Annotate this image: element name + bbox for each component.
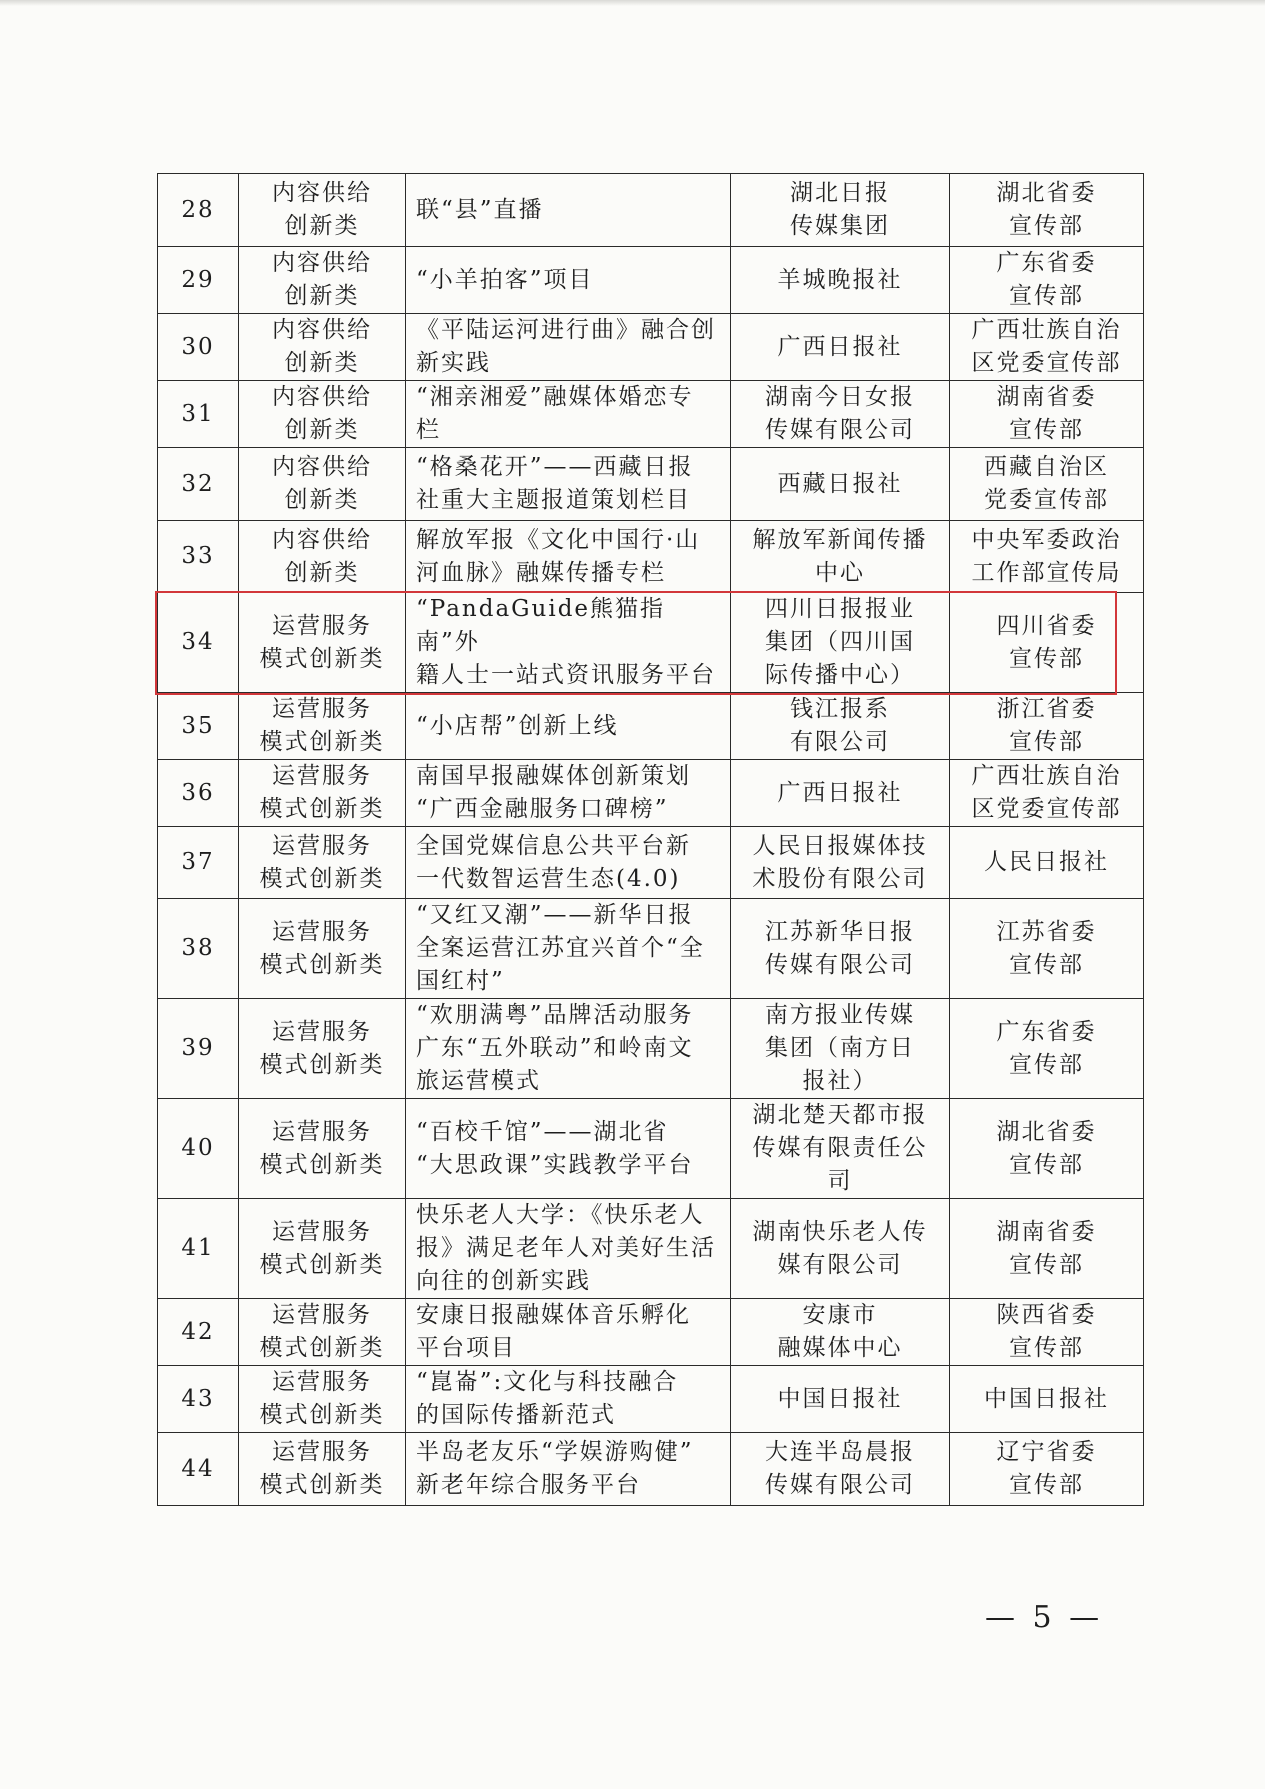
cell-category-text: 内容供给 创新类: [272, 384, 372, 443]
table-row: [158, 1366, 1144, 1433]
cell-unit: [731, 1433, 950, 1506]
cell-category-text: 内容供给 创新类: [272, 317, 372, 376]
cell-category-text: 内容供给 创新类: [272, 250, 372, 309]
cell-department-text: 江苏省委 宣传部: [996, 918, 1097, 978]
cell-number: [158, 760, 239, 827]
cell-project-name-text: 联“县”直播: [416, 196, 544, 223]
cell-category-text: 运营服务 模式创新类: [259, 1439, 385, 1498]
cell-department: [950, 247, 1144, 314]
cell-number: [158, 899, 239, 999]
cell-number: [158, 593, 239, 693]
cell-project-name: [406, 247, 731, 314]
cell-category: [239, 1433, 406, 1506]
cell-number-text: 29: [181, 266, 215, 293]
cell-number-text: 30: [181, 333, 215, 360]
cell-project-name-text: 快乐老人大学：《快乐老人 报》满足老年人对美好生活 向往的创新实践: [416, 1202, 716, 1294]
cell-unit: [731, 693, 950, 760]
cell-project-name: [406, 1199, 731, 1299]
cell-project-name: [406, 593, 731, 693]
table-row: [158, 1099, 1144, 1199]
cell-number-text: 37: [181, 849, 215, 875]
cell-category: [239, 1199, 406, 1299]
cell-department-text: 广西壮族自治 区党委宣传部: [971, 763, 1122, 822]
cell-department-text: 湖北省委 宣传部: [996, 1118, 1097, 1178]
cell-category-text: 运营服务 模式创新类: [259, 1118, 385, 1178]
cell-unit-text: 广西日报社: [777, 333, 903, 360]
cell-department-text: 陕西省委 宣传部: [996, 1302, 1097, 1361]
cell-unit-text: 湖北楚天都市报 传媒有限责任公 司: [752, 1102, 928, 1194]
cell-category: [239, 999, 406, 1099]
cell-number-text: 38: [181, 935, 215, 961]
cell-unit: [731, 381, 950, 448]
cell-project-name-text: “百校千馆”——湖北省 “大思政课”实践教学平台: [416, 1118, 694, 1178]
cell-category: [239, 1366, 406, 1433]
cell-department-text: 广东省委 宣传部: [996, 1018, 1097, 1078]
cell-department-text: 湖南省委 宣传部: [996, 1218, 1097, 1278]
cell-category: [239, 827, 406, 899]
cell-project-name-text: “小羊拍客”项目: [416, 266, 594, 293]
cell-number: [158, 247, 239, 314]
cell-category-text: 运营服务 模式创新类: [259, 832, 385, 892]
cell-unit-text: 江苏新华日报 传媒有限公司: [765, 918, 915, 978]
cell-unit-text: 人民日报媒体技 术股份有限公司: [752, 832, 928, 892]
cell-unit: [731, 827, 950, 899]
cell-number: [158, 521, 239, 593]
cell-unit: [731, 521, 950, 593]
cell-project-name: [406, 999, 731, 1099]
scan-edge: [0, 0, 1265, 6]
cell-project-name-text: “湘亲湘爱”融媒体婚恋专 栏: [416, 384, 694, 443]
cell-unit: [731, 999, 950, 1099]
cell-number-text: 34: [181, 629, 215, 655]
cell-department-text: 广东省委 宣传部: [996, 250, 1097, 309]
cell-unit: [731, 760, 950, 827]
cell-project-name: [406, 760, 731, 827]
cell-category-text: 内容供给 创新类: [272, 180, 372, 239]
cell-category: [239, 314, 406, 381]
cell-department: [950, 899, 1144, 999]
cell-unit-text: 湖南今日女报 传媒有限公司: [765, 384, 915, 443]
cell-number-text: 33: [181, 543, 215, 569]
table-row: [158, 899, 1144, 999]
cell-project-name: [406, 1299, 731, 1366]
cell-category-text: 内容供给 创新类: [272, 526, 372, 586]
cell-department: [950, 448, 1144, 521]
cell-number: [158, 448, 239, 521]
cell-department-text: 湖北省委 宣传部: [996, 180, 1097, 239]
cell-project-name: [406, 521, 731, 593]
cell-unit-text: 湖北日报 传媒集团: [790, 180, 890, 239]
cell-category-text: 运营服务 模式创新类: [259, 1018, 385, 1078]
cell-number-text: 41: [181, 1235, 215, 1261]
cell-unit: [731, 1199, 950, 1299]
cell-category: [239, 760, 406, 827]
cell-number-text: 31: [181, 400, 215, 427]
cell-project-name-text: 全国党媒信息公共平台新 一代数智运营生态(4.0): [416, 832, 691, 892]
table-row: [158, 760, 1144, 827]
cell-project-name: [406, 314, 731, 381]
cell-number: [158, 1099, 239, 1199]
cell-project-name: [406, 174, 731, 247]
cell-unit: [731, 448, 950, 521]
cell-project-name-text: “PandaGuide熊猫指南”外 籍人士一站式资讯服务平台: [416, 596, 716, 688]
table-row: [158, 693, 1144, 760]
cell-unit-text: 湖南快乐老人传 媒有限公司: [752, 1218, 928, 1278]
cell-unit-text: 安康市 融媒体中心: [777, 1302, 903, 1361]
cell-project-name: [406, 1433, 731, 1506]
cell-department: [950, 693, 1144, 760]
cell-category-text: 运营服务 模式创新类: [259, 1369, 385, 1428]
table-row: [158, 1199, 1144, 1299]
cell-unit: [731, 174, 950, 247]
cell-project-name-text: “格桑花开”——西藏日报 社重大主题报道策划栏目: [416, 454, 694, 513]
table-row: [158, 521, 1144, 593]
cell-department-text: 辽宁省委 宣传部: [996, 1439, 1097, 1498]
cell-category-text: 运营服务 模式创新类: [259, 1218, 385, 1278]
cell-category: [239, 247, 406, 314]
cell-category: [239, 593, 406, 693]
table-row: [158, 593, 1144, 693]
cell-unit-text: 四川日报报业 集团（四川国 际传播中心）: [765, 596, 915, 688]
cell-number: [158, 1366, 239, 1433]
cell-project-name-text: 《平陆运河进行曲》融合创 新实践: [416, 317, 716, 376]
cell-department-text: 西藏自治区 党委宣传部: [984, 454, 1109, 513]
cell-category: [239, 693, 406, 760]
cell-number: [158, 174, 239, 247]
cell-category-text: 运营服务 模式创新类: [259, 918, 385, 978]
cell-unit-text: 大连半岛晨报 传媒有限公司: [765, 1439, 915, 1498]
table-row: [158, 381, 1144, 448]
cell-unit-text: 南方报业传媒 集团（南方日 报社）: [765, 1002, 915, 1094]
cell-number: [158, 1199, 239, 1299]
cell-project-name: [406, 693, 731, 760]
table-row: [158, 827, 1144, 899]
page-number: — 5 —: [985, 1600, 1104, 1635]
cell-department-text: 四川省委 宣传部: [996, 612, 1097, 672]
cell-department-text: 广西壮族自治 区党委宣传部: [971, 317, 1122, 376]
cell-number-text: 40: [181, 1135, 215, 1161]
cell-project-name-text: 半岛老友乐“学娱游购健” 新老年综合服务平台: [416, 1439, 694, 1498]
cell-department: [950, 314, 1144, 381]
table-row: [158, 448, 1144, 521]
cell-number-text: 28: [181, 196, 215, 223]
cell-number-text: 42: [181, 1318, 215, 1345]
cell-department: [950, 174, 1144, 247]
cell-unit: [731, 1099, 950, 1199]
cell-unit: [731, 314, 950, 381]
table-row: [158, 174, 1144, 247]
cell-project-name-text: 解放军报《文化中国行·山 河血脉》融媒传播专栏: [416, 526, 701, 586]
cell-department-text: 中国日报社: [984, 1385, 1109, 1412]
cell-unit: [731, 247, 950, 314]
cell-unit-text: 中国日报社: [777, 1385, 903, 1412]
cell-department: [950, 381, 1144, 448]
cell-department: [950, 521, 1144, 593]
cell-project-name-text: “欢朋满粤”品牌活动服务 广东“五外联动”和岭南文 旅运营模式: [416, 1002, 694, 1094]
cell-project-name-text: 安康日报融媒体音乐孵化 平台项目: [416, 1302, 691, 1361]
award-list-table: [157, 173, 1144, 1506]
cell-project-name: [406, 1099, 731, 1199]
cell-category-text: 运营服务 模式创新类: [259, 612, 385, 672]
cell-category-text: 内容供给 创新类: [272, 454, 372, 513]
cell-unit: [731, 1299, 950, 1366]
cell-number: [158, 999, 239, 1099]
cell-project-name: [406, 899, 731, 999]
cell-department: [950, 593, 1144, 693]
cell-project-name-text: “又红又潮”——新华日报 全案运营江苏宜兴首个“全 国红村”: [416, 902, 705, 994]
cell-department: [950, 999, 1144, 1099]
cell-number-text: 44: [181, 1455, 215, 1482]
cell-number-text: 35: [181, 712, 215, 739]
cell-number-text: 39: [181, 1035, 215, 1061]
table-row: [158, 1433, 1144, 1506]
cell-unit-text: 羊城晚报社: [777, 266, 903, 293]
cell-project-name: [406, 448, 731, 521]
cell-project-name-text: “崑崙”:文化与科技融合 的国际传播新范式: [416, 1369, 679, 1428]
cell-department: [950, 1433, 1144, 1506]
cell-category: [239, 1299, 406, 1366]
cell-category: [239, 174, 406, 247]
table-row: [158, 999, 1144, 1099]
table-row: [158, 314, 1144, 381]
cell-department: [950, 1099, 1144, 1199]
cell-category: [239, 521, 406, 593]
cell-department-text: 湖南省委 宣传部: [996, 384, 1097, 443]
cell-department: [950, 1299, 1144, 1366]
cell-unit: [731, 593, 950, 693]
cell-number-text: 43: [181, 1385, 215, 1412]
cell-department: [950, 760, 1144, 827]
cell-unit-text: 西藏日报社: [777, 470, 903, 497]
table-row: [158, 247, 1144, 314]
cell-department: [950, 1366, 1144, 1433]
cell-project-name: [406, 827, 731, 899]
cell-project-name: [406, 1366, 731, 1433]
cell-department-text: 人民日报社: [984, 849, 1109, 875]
cell-unit: [731, 1366, 950, 1433]
cell-unit: [731, 899, 950, 999]
cell-category: [239, 899, 406, 999]
cell-project-name-text: 南国早报融媒体创新策划 “广西金融服务口碑榜”: [416, 763, 691, 822]
cell-category-text: 运营服务 模式创新类: [259, 1302, 385, 1361]
cell-project-name: [406, 381, 731, 448]
cell-number: [158, 1299, 239, 1366]
table-row: [158, 1299, 1144, 1366]
cell-category-text: 运营服务 模式创新类: [259, 763, 385, 822]
cell-number: [158, 314, 239, 381]
cell-unit-text: 钱江报系 有限公司: [790, 696, 890, 755]
cell-category: [239, 381, 406, 448]
cell-number: [158, 1433, 239, 1506]
table-body: [158, 174, 1144, 1506]
cell-number-text: 32: [181, 470, 215, 497]
cell-unit-text: 广西日报社: [777, 779, 903, 806]
cell-unit-text: 解放军新闻传播 中心: [752, 526, 928, 586]
cell-department: [950, 1199, 1144, 1299]
cell-category-text: 运营服务 模式创新类: [259, 696, 385, 755]
cell-number-text: 36: [181, 779, 215, 806]
cell-category: [239, 448, 406, 521]
cell-department: [950, 827, 1144, 899]
cell-number: [158, 693, 239, 760]
cell-department-text: 中央军委政治 工作部宣传局: [971, 526, 1122, 586]
cell-number: [158, 381, 239, 448]
cell-department-text: 浙江省委 宣传部: [996, 696, 1097, 755]
cell-project-name-text: “小店帮”创新上线: [416, 712, 619, 739]
cell-category: [239, 1099, 406, 1199]
cell-number: [158, 827, 239, 899]
